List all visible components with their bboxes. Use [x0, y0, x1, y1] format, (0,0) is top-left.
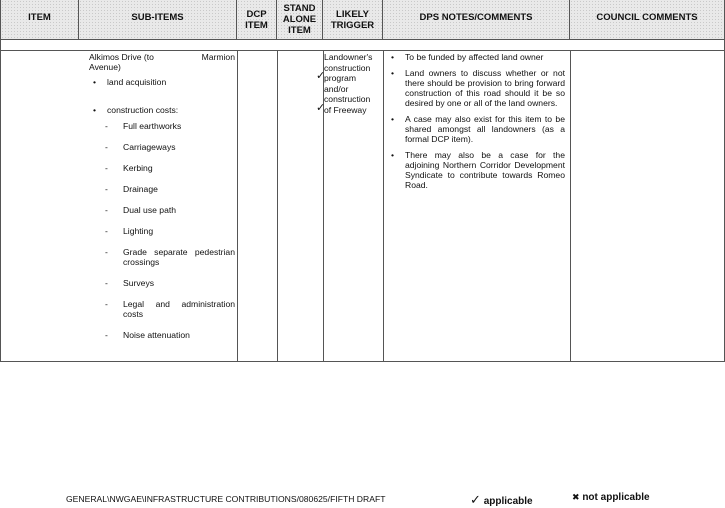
cost-item: - Carriageways — [105, 142, 176, 152]
trigger-line: and/or — [324, 83, 349, 94]
header-likely-trigger: LIKELY TRIGGER — [323, 0, 383, 40]
header-council-comments: COUNCIL COMMENTS — [570, 0, 725, 40]
sub-items-cell — [89, 52, 235, 340]
cost-item: - Lighting — [105, 226, 154, 236]
note-item: • Land owners to discuss whether or not there should be provision to bring forward construction of this road should it be so desired by one or all of the land owners. — [389, 68, 565, 108]
note-item: • A case may also exist for this item to be shared amongst all landowners (as a formal DCP item). — [389, 114, 565, 144]
cost-item: - Surveys — [105, 278, 155, 288]
checkmark-icon: ✓ — [316, 102, 326, 114]
dps-notes-cell — [389, 52, 565, 196]
likely-trigger-cell — [324, 52, 380, 115]
legend-not-applicable — [572, 492, 650, 503]
list-item: • construction costs: — [89, 105, 235, 115]
header-stand-alone-item: STAND ALONE ITEM — [277, 0, 323, 40]
document-path: GENERAL\NWGAE\INFRASTRUCTURE CONTRIBUTIONS/080625/FIFTH DRAFT — [66, 494, 386, 504]
cost-item: - Noise attenuation — [105, 330, 190, 340]
checkmark-icon: ✓ — [316, 70, 326, 82]
trigger-line: Landowner's — [324, 52, 373, 62]
cost-item: - Kerbing — [105, 163, 153, 173]
note-item: • To be funded by affected land owner — [389, 52, 565, 62]
column-divider — [237, 51, 238, 362]
header-dps-notes: DPS NOTES/COMMENTS — [383, 0, 570, 40]
cost-item: - Drainage — [105, 184, 158, 194]
cost-item: - Grade separate pedestrian crossings — [105, 247, 235, 267]
header-sub-items: SUB-ITEMS — [79, 0, 237, 40]
sub-items-heading: Alkimos Drive (to Marmion — [89, 52, 235, 62]
column-divider — [0, 51, 1, 362]
cross-icon: ✖ — [572, 492, 580, 502]
column-divider — [277, 51, 278, 362]
column-divider — [383, 51, 384, 362]
trigger-line: construction — [324, 94, 371, 104]
trigger-line: of Freeway — [324, 104, 367, 115]
column-divider — [570, 51, 571, 362]
trigger-line: program — [324, 73, 356, 83]
header-item: ITEM — [0, 0, 79, 40]
legend-not-applicable-label: not applicable — [582, 492, 650, 503]
legend-applicable — [470, 492, 533, 508]
cost-item: - Full earthworks — [105, 121, 182, 131]
list-item: • land acquisition — [89, 77, 235, 87]
note-item: • There may also be a case for the adjoining Northern Corridor Development Syndicate to contribute towards Romeo Road. — [389, 150, 565, 190]
header-dcp-item: DCP ITEM — [237, 0, 277, 40]
legend-applicable-label: applicable — [483, 496, 533, 507]
trigger-line: construction — [324, 62, 371, 73]
checkmark-icon: ✓ — [470, 492, 481, 507]
cost-item: - Dual use path — [105, 205, 177, 215]
sub-items-heading-line2: Avenue) — [89, 62, 121, 72]
spacer-row — [0, 40, 725, 51]
cost-item: - Legal and administration costs — [105, 299, 235, 319]
